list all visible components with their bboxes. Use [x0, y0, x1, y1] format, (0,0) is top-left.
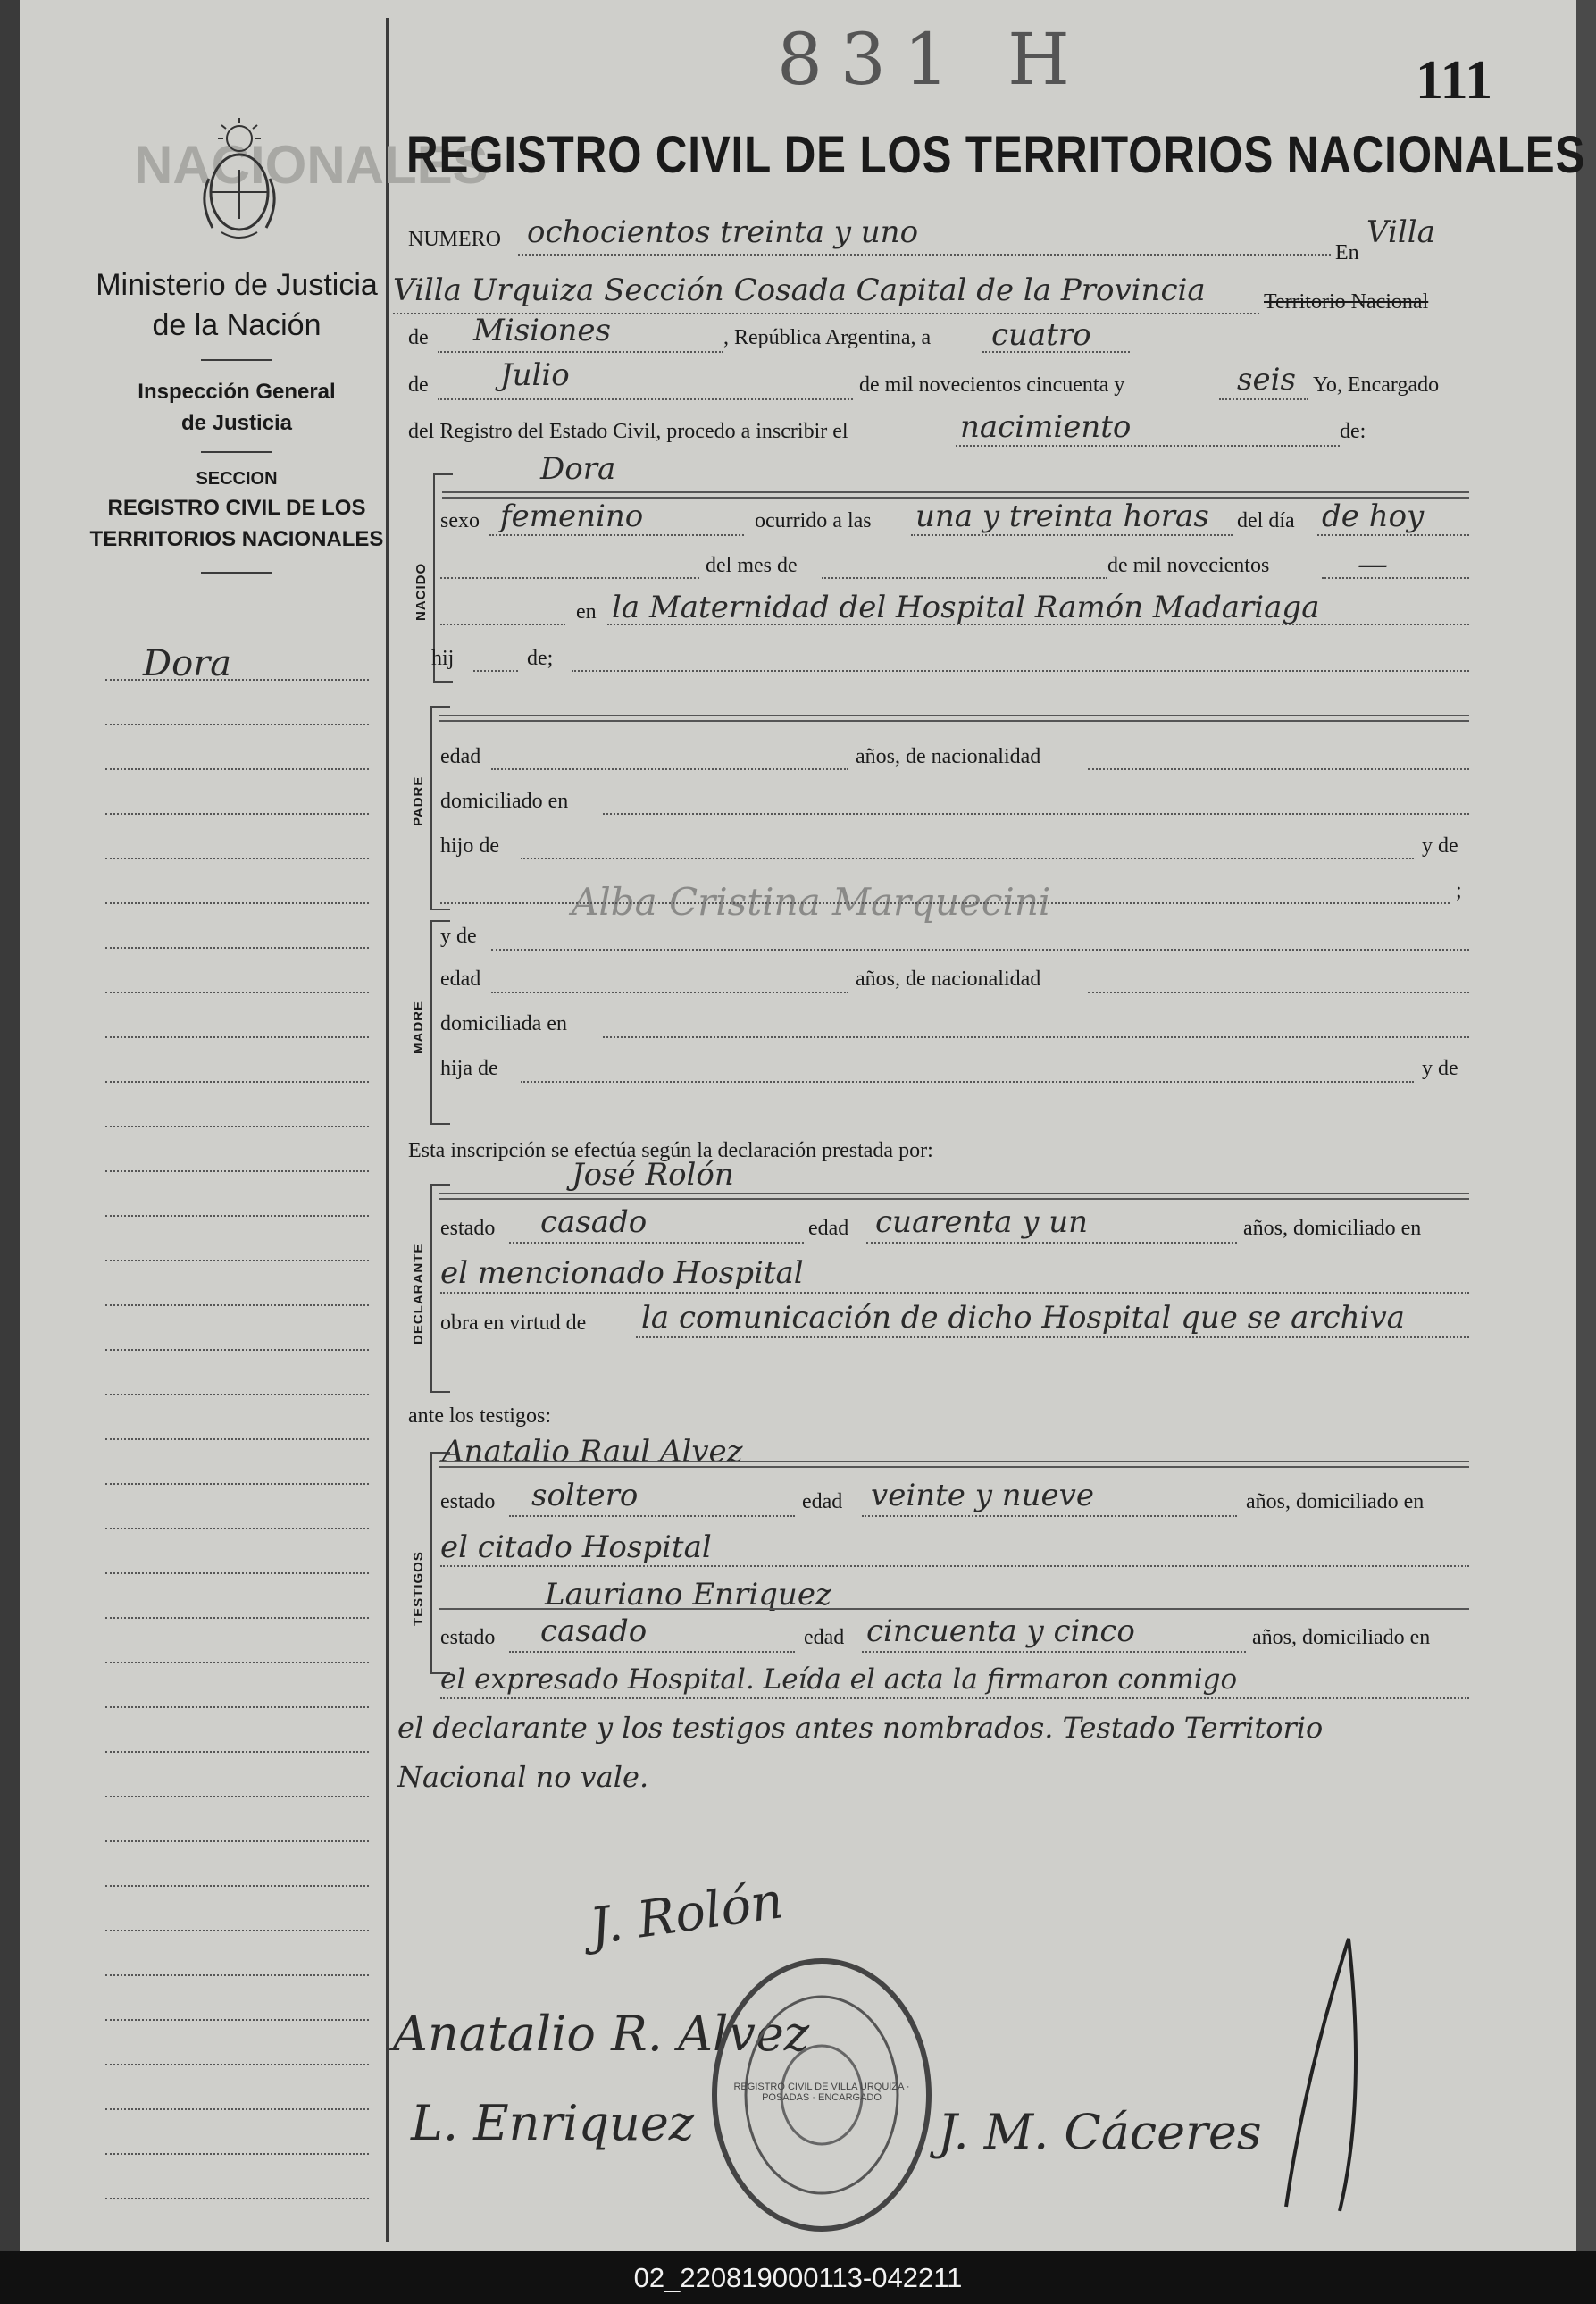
name-rule [439, 1608, 1469, 1610]
day-value: cuatro [991, 317, 1091, 353]
sidebar-ruled-line [105, 768, 369, 770]
madre-hija-label: hija de [440, 1057, 498, 1080]
registro-label: del Registro del Estado Civil, procedo a inscribir el [408, 420, 848, 443]
sidebar-ruled-line [105, 1840, 369, 1842]
numero-label: NUMERO [408, 228, 502, 251]
sidebar-ruled-line [105, 1215, 369, 1217]
declarante-domicilio-label: años, domiciliado en [1243, 1217, 1422, 1240]
sidebar-ruled-line [105, 1528, 369, 1529]
sidebar-ruled-line [105, 2108, 369, 2110]
closing-line2: Nacional no vale. [397, 1760, 649, 1794]
sidebar-ruled-line [105, 902, 369, 904]
fill-line [603, 813, 1469, 815]
fill-line [521, 1081, 1414, 1083]
closing-line1: el declarante y los testigos antes nombrados. Testado Territorio [397, 1711, 1324, 1745]
sidebar-ruled-line [105, 858, 369, 859]
witness2-edad-label: edad [804, 1626, 845, 1649]
fill-line [603, 1036, 1469, 1038]
declarante-domicilio-value: el mencionado Hospital [440, 1255, 804, 1291]
padre-domicilio-label: domiciliado en [440, 790, 569, 813]
declarante-intro-label: Esta inscripción se efectúa según la declaración prestada por: [408, 1139, 933, 1162]
declarante-edad-label: edad [808, 1217, 849, 1240]
sidebar-divider [201, 451, 272, 453]
witness1-edad: veinte y nueve [871, 1478, 1094, 1513]
province-value: Misiones [473, 313, 611, 348]
madre-nacionalidad-label: años, de nacionalidad [856, 968, 1041, 991]
fill-line [491, 768, 848, 770]
sidebar-ruled-line [105, 2019, 369, 2021]
padre-semicolon: ; [1456, 879, 1462, 902]
witness2-domicilio-label: años, domiciliado en [1252, 1626, 1431, 1649]
witness2-estado: casado [540, 1613, 648, 1649]
fill-line [521, 858, 1414, 859]
sidebar-divider [201, 572, 272, 574]
fill-line [518, 254, 1331, 256]
name-rule [439, 1193, 1469, 1194]
sidebar-ruled-line [105, 992, 369, 993]
witness2-edad: cincuenta y cinco [866, 1613, 1135, 1649]
numero-value: ochocientos treinta y uno [527, 214, 919, 250]
fill-line [956, 445, 1340, 447]
encargado-label: Yo, Encargado [1313, 373, 1440, 397]
madre-section-label: MADRE [411, 1001, 426, 1054]
section-label: SECCION [196, 469, 278, 489]
sidebar-ruled-line [105, 2064, 369, 2065]
sidebar-divider [201, 359, 272, 361]
fill-line [862, 1651, 1246, 1653]
year-value: seis [1237, 362, 1296, 398]
sexo-label: sexo [440, 509, 480, 532]
padre-hijo-label: hijo de [440, 834, 499, 858]
stamp-text: REGISTRO CIVIL DE VILLA URQUIZA · POSADAS · ENCARGADO [733, 2082, 910, 2103]
sidebar-ruled-line [105, 1438, 369, 1440]
margin-name-handwritten: Dora [143, 643, 232, 684]
witness2-estado-label: estado [440, 1626, 496, 1649]
signature-declarante: J. Rolón [586, 1872, 787, 1956]
declarante-edad-value: cuarenta y un [875, 1204, 1089, 1240]
fill-line [862, 1515, 1237, 1517]
month-value: Julio [500, 357, 570, 393]
fill-line [1219, 398, 1308, 400]
sidebar-ruled-line [105, 1126, 369, 1127]
name-rule [439, 1198, 1469, 1200]
fill-line [509, 1651, 795, 1653]
madre-domicilio-label: domiciliada en [440, 1012, 567, 1035]
fill-line [509, 1242, 804, 1244]
witness1-domicilio-label: años, domiciliado en [1246, 1490, 1425, 1513]
en-label: En [1335, 241, 1359, 264]
hij-de-label: de; [527, 647, 554, 670]
fill-line [1088, 768, 1469, 770]
en-label: en [576, 600, 597, 624]
official-stamp [710, 1956, 933, 2233]
fill-line [440, 1565, 1469, 1567]
padre-y-de-label: y de [1422, 834, 1458, 858]
name-rule [439, 1466, 1469, 1468]
hij-label: hij [431, 647, 455, 670]
ocurrido-label: ocurrido a las [755, 509, 872, 532]
sidebar-ruled-line [105, 1572, 369, 1574]
fill-line [911, 534, 1233, 536]
sidebar-ruled-line [105, 1751, 369, 1753]
mil-value: — [1358, 547, 1388, 582]
signature-encargado: J. M. Cáceres [938, 2104, 1262, 2160]
declarante-estado-value: casado [540, 1204, 648, 1240]
dia-value: de hoy [1322, 499, 1425, 534]
madre-y-de-label: y de [440, 925, 477, 948]
declarante-estado-label: estado [440, 1217, 496, 1240]
declarante-name-value: José Rolón [572, 1157, 734, 1193]
sidebar-ruled-line [105, 813, 369, 815]
fill-line [489, 534, 744, 536]
padre-section-label: PADRE [411, 775, 426, 826]
year-label: de mil novecientos cincuenta y [859, 373, 1125, 397]
mes-label: del mes de [706, 554, 798, 577]
declarante-section-label: DECLARANTE [411, 1243, 426, 1345]
folio-number: 111 [1416, 50, 1493, 111]
fill-line [982, 351, 1130, 353]
sidebar-ruled-line [105, 1974, 369, 1976]
fill-line [440, 902, 1450, 904]
fill-line [822, 577, 1107, 579]
fill-line [440, 1292, 1469, 1294]
book-spine [0, 0, 20, 2251]
mother-name-faint: Alba Cristina Marquecini [572, 880, 1051, 924]
section-line1: REGISTRO CIVIL DE LOS [107, 496, 366, 520]
territorio-label: Territorio Nacional [1264, 290, 1429, 314]
ministry-line2: de la Nación [152, 308, 322, 342]
fill-line [1317, 534, 1469, 536]
fill-line [636, 1336, 1469, 1338]
sidebar-ruled-line [105, 1483, 369, 1485]
coat-of-arms-icon [195, 116, 284, 250]
de-label: de [408, 326, 429, 349]
republica-label: , República Argentina, a [723, 326, 932, 349]
signature-witness1: Anatalio R. Alvez [393, 2006, 810, 2062]
testigos-section-label: TESTIGOS [411, 1551, 426, 1626]
name-rule [439, 720, 1469, 722]
page-title: REGISTRO CIVIL DE LOS TERRITORIOS NACIONALES [406, 126, 1586, 184]
witness1-estado: soltero [531, 1478, 639, 1513]
de-colon: de: [1340, 420, 1366, 443]
sidebar-ruled-line [105, 1081, 369, 1083]
sexo-value: femenino [500, 499, 644, 534]
signature-witness2: L. Enriquez [411, 2095, 695, 2151]
section-line2: TERRITORIOS NACIONALES [89, 527, 384, 551]
sidebar-ruled-line [105, 1662, 369, 1663]
witness2-name: Lauriano Enriquez [545, 1577, 831, 1613]
ministry-line1: Ministerio de Justicia [96, 268, 378, 302]
column-divider [386, 18, 389, 2242]
fill-line [473, 670, 518, 672]
witness2-domicilio: el expresado Hospital. Leída el acta la firmaron conmigo [440, 1663, 1238, 1696]
declarante-obra-value: la comunicación de dicho Hospital que se archiva [641, 1300, 1405, 1336]
fill-line [440, 577, 699, 579]
fill-line [1088, 992, 1469, 993]
witness1-name: Anatalio Raul Alvez [442, 1434, 743, 1470]
hora-value: una y treinta horas [915, 499, 1209, 534]
inspection-line1: Inspección General [138, 380, 336, 404]
fill-line [509, 1515, 795, 1517]
witness1-estado-label: estado [440, 1490, 496, 1513]
sidebar-ruled-line [105, 1706, 369, 1708]
sidebar-ruled-line [105, 1796, 369, 1797]
fill-line [1322, 577, 1469, 579]
sidebar-ruled-line [105, 1930, 369, 1931]
sidebar-ruled-line [105, 1170, 369, 1172]
fill-line [866, 1242, 1237, 1244]
testigos-intro-label: ante los testigos: [408, 1404, 551, 1428]
fill-line [572, 670, 1469, 672]
mil-label: de mil novecientos [1107, 554, 1270, 577]
sidebar-ruled-line [105, 679, 369, 681]
sidebar-ruled-line [105, 724, 369, 725]
sidebar-ruled-line [105, 1885, 369, 1887]
fill-line [607, 624, 1469, 625]
page-edge [1576, 0, 1596, 2251]
fill-line [491, 992, 848, 993]
fill-line [438, 398, 853, 400]
padre-nacionalidad-label: años, de nacionalidad [856, 745, 1041, 768]
name-rule [439, 715, 1469, 716]
fill-line [491, 949, 1469, 951]
fill-line [438, 351, 723, 353]
madre-y-de-end-label: y de [1422, 1057, 1458, 1080]
de-label: de [408, 373, 429, 397]
dia-label: del día [1237, 509, 1295, 532]
lugar-value: la Maternidad del Hospital Ramón Madariaga [612, 590, 1320, 625]
declarante-obra-label: obra en virtud de [440, 1311, 587, 1335]
acta-type-value: nacimiento [960, 409, 1132, 445]
sidebar-ruled-line [105, 1036, 369, 1038]
inspection-line2: de Justicia [180, 411, 293, 435]
en-value: Villa [1366, 214, 1435, 250]
image-id-footer: 02_220819000113-042211 [0, 2251, 1596, 2304]
nacido-name-value: Dora [540, 451, 616, 487]
place-line: Villa Urquiza Sección Cosada Capital de la Provincia [393, 272, 1206, 308]
name-rule [439, 1461, 1469, 1462]
witness1-domicilio: el citado Hospital [440, 1529, 712, 1565]
archive-number-handwritten: 831 H [777, 18, 1088, 101]
padre-edad-label: edad [440, 745, 481, 768]
madre-edad-label: edad [440, 968, 481, 991]
sidebar-ruled-line [105, 2198, 369, 2199]
sidebar-ruled-line [105, 1617, 369, 1619]
sidebar-ruled-line [105, 1349, 369, 1351]
name-rule [442, 491, 1469, 493]
sidebar-ruled-line [105, 1304, 369, 1306]
witness1-edad-label: edad [802, 1490, 843, 1513]
fill-line [440, 624, 565, 625]
sidebar-ruled-line [105, 2153, 369, 2155]
signature-flourish-icon [1233, 1921, 1375, 2216]
fill-line [440, 1697, 1469, 1699]
sidebar-ruled-line [105, 1394, 369, 1395]
bleed-through-text: NACIONALES [134, 135, 489, 195]
sidebar-ruled-line [105, 947, 369, 949]
nacido-section-label: NACIDO [414, 562, 429, 621]
sidebar-ruled-line [105, 1260, 369, 1261]
